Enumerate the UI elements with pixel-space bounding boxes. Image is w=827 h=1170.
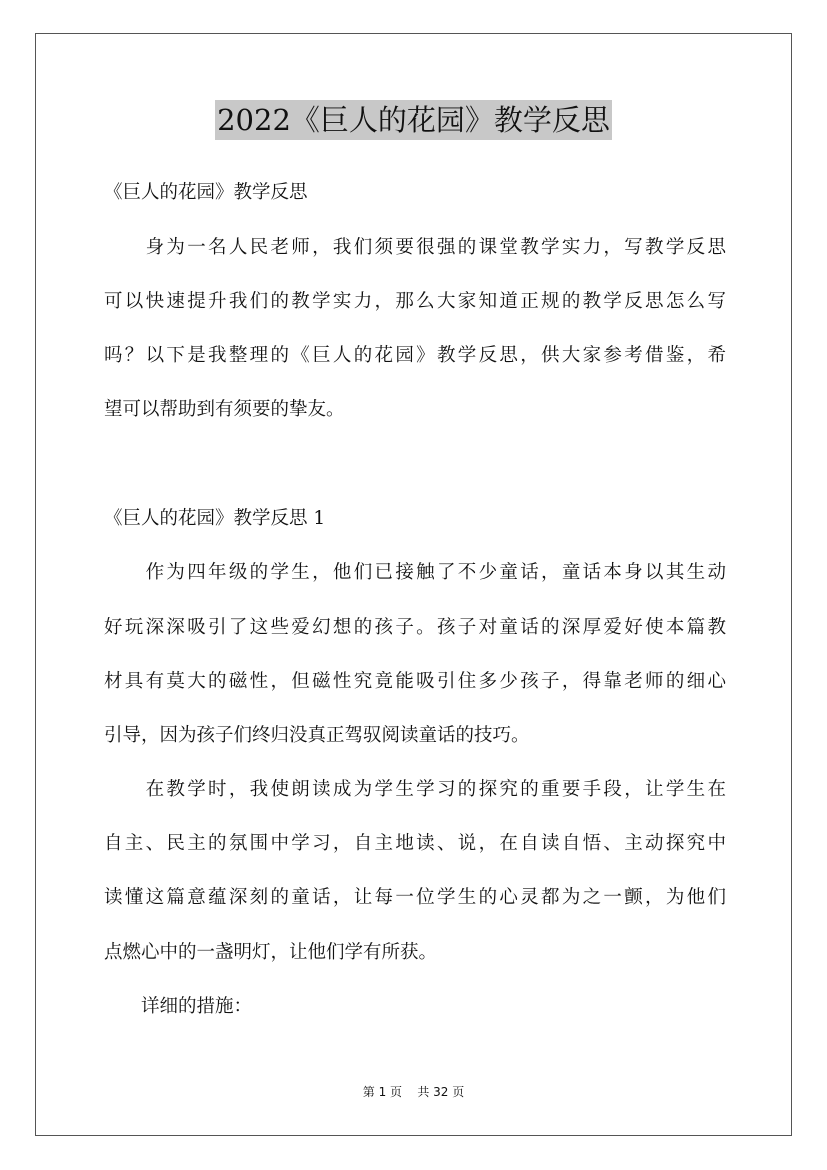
paragraph-line: 读懂这篇意蕴深刻的童话，让每一位学生的心灵都为之一颤，为他们 — [104, 887, 726, 908]
page-number: 第 1 页 — [362, 1085, 403, 1099]
section-heading: 《巨人的花园》教学反思 — [104, 182, 308, 203]
paragraph-line: 好玩深深吸引了这些爱幻想的孩子。孩子对童话的深厚爱好使本篇教 — [104, 617, 726, 638]
paragraph-line: 在教学时，我使朗读成为学生学习的探究的重要手段，让学生在 — [104, 779, 726, 800]
paragraph-line: 引导，因为孩子们终归没真正驾驭阅读童话的技巧。 — [104, 725, 530, 746]
paragraph-line: 详细的措施： — [104, 996, 253, 1017]
paragraph-line: 点燃心中的一盏明灯，让他们学有所获。 — [104, 942, 438, 963]
paragraph-line: 自主、民主的氛围中学习，自主地读、说，在自读自悟、主动探究中 — [104, 833, 726, 854]
document-title: 2022《巨人的花园》教学反思 — [215, 100, 612, 140]
section-heading: 《巨人的花园》教学反思 1 — [104, 508, 326, 529]
paragraph-line: 身为一名人民老师，我们须要很强的课堂教学实力，写教学反思 — [104, 237, 726, 258]
paragraph-line: 望可以帮助到有须要的挚友。 — [104, 399, 345, 420]
paragraph-line: 吗？以下是我整理的《巨人的花园》教学反思，供大家参考借鉴，希 — [104, 345, 726, 366]
title-wrap — [0, 100, 827, 140]
paragraph-line: 作为四年级的学生，他们已接触了不少童话，童话本身以其生动 — [104, 562, 726, 583]
paragraph-line: 材具有莫大的磁性，但磁性究竟能吸引住多少孩子，得靠老师的细心 — [104, 671, 726, 692]
total-pages: 共 32 页 — [417, 1085, 465, 1099]
paragraph-line: 可以快速提升我们的教学实力，那么大家知道正规的教学反思怎么写 — [104, 291, 726, 312]
page-footer — [0, 1083, 827, 1100]
